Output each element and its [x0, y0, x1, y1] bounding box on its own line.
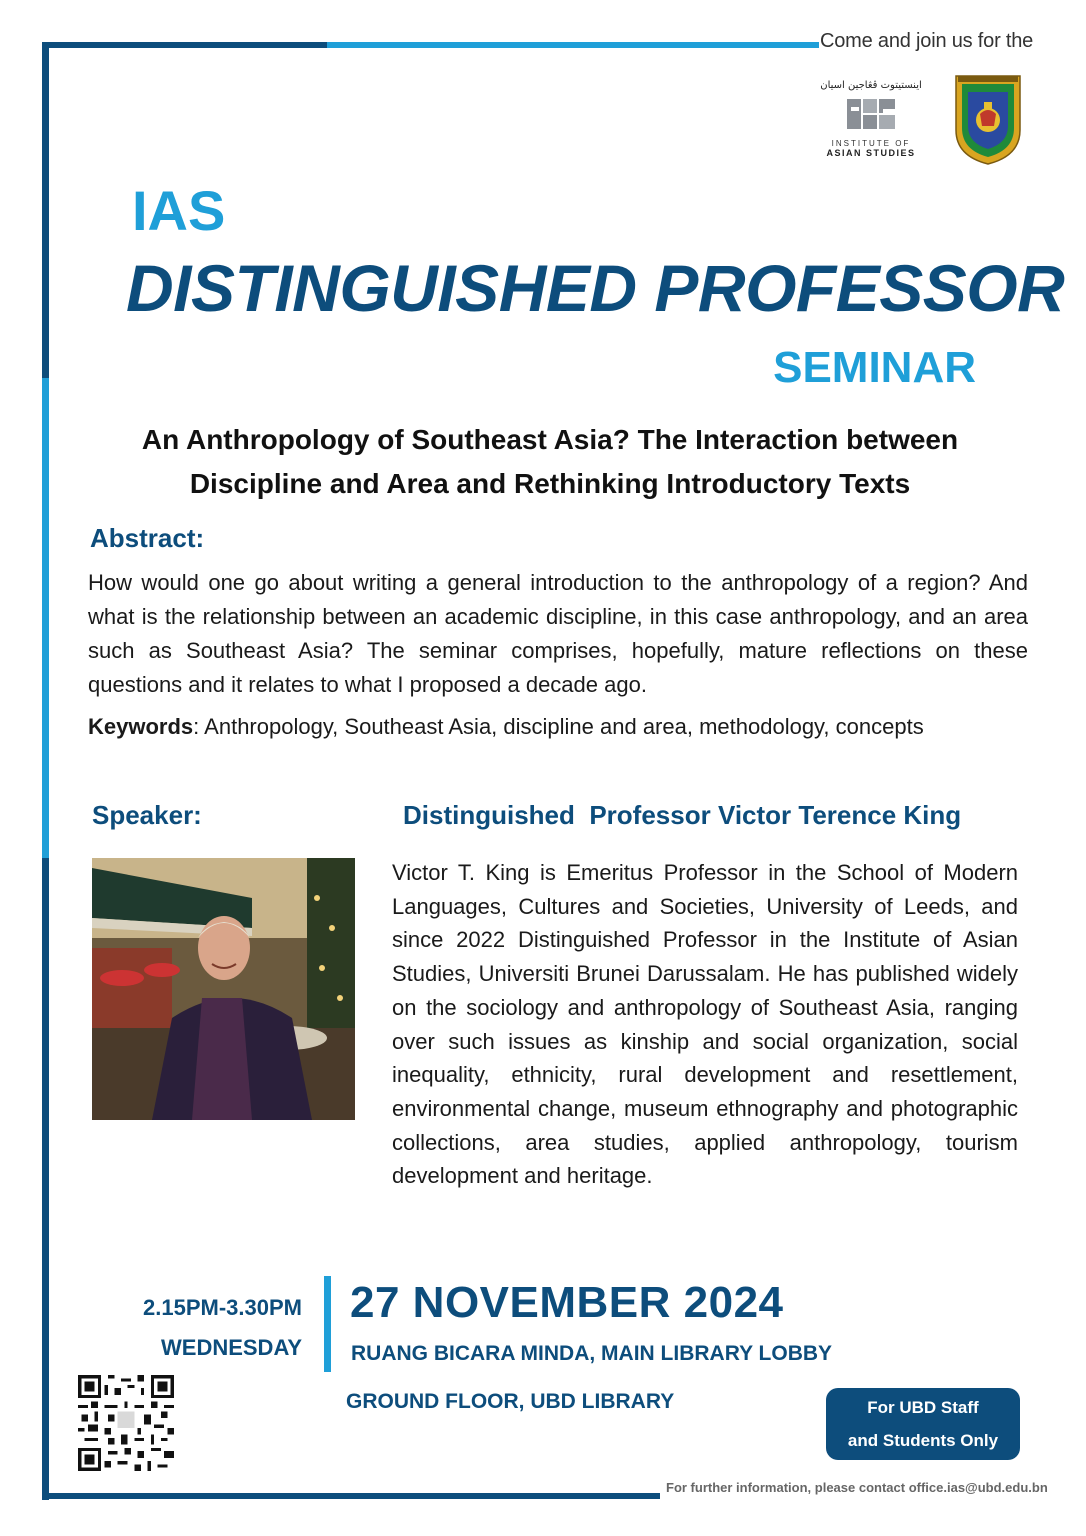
event-venue-line1: RUANG BICARA MINDA, MAIN LIBRARY LOBBY [351, 1342, 833, 1365]
event-time-block [60, 1288, 302, 1368]
qr-code[interactable] [78, 1375, 174, 1471]
speaker-name: Distinguished Professor Victor Terence King [403, 800, 962, 830]
invite-text: Come and join us for the [820, 30, 1034, 52]
ias-logo-line2: ASIAN STUDIES [826, 148, 916, 158]
frame-left-dark-line-lower [42, 858, 49, 1500]
speaker-photo [92, 858, 355, 1120]
frame-left-dark-line [42, 42, 49, 378]
keywords-text: : Anthropology, Southeast Asia, discipline and area, methodology, concepts [193, 714, 924, 739]
event-venue-line2: GROUND FLOOR, UBD LIBRARY [346, 1390, 675, 1413]
ias-logo-mark [845, 97, 897, 131]
talk-title-line1: An Anthropology of Southeast Asia? The Interaction between [141, 424, 959, 455]
keywords [88, 710, 1028, 744]
audience-badge [826, 1388, 1020, 1460]
speaker-bio: Victor T. King is Emeritus Professor in the School of Modern Languages, Cultures and Societies, University of Leeds, and since 2022 Distinguished Professor in the Institute of Asian Studies, Universiti Brunei Darussalam. He has published widely on the sociology and anthropology of Southeast Asia, ranging over such issues as kinship and social organization, social inequality, ethnicity, rural development and resettlement, environmental change, museum ethnography and photographic collections, area studies, applied anthropology, tourism development and heritage. [392, 860, 1018, 1189]
event-date: 27 NOVEMBER 2024 [350, 1278, 784, 1327]
footer-contact: For further information, please contact office.ias@ubd.edu.bn [666, 1480, 1048, 1495]
frame-bottom-line [42, 1493, 660, 1499]
ubd-crest-logo [952, 70, 1024, 166]
audience-badge-line2: and Students Only [847, 1431, 999, 1450]
event-day: WEDNESDAY [161, 1335, 302, 1360]
talk-title-line2: Discipline and Area and Rethinking Introductory Texts [189, 468, 911, 499]
audience-badge-line1: For UBD Staff [867, 1398, 979, 1417]
ias-logo-arabic: اينستيتوت ڤڠاجين اسيان [820, 80, 922, 91]
talk-title [90, 418, 1010, 506]
ias-logo [812, 80, 930, 166]
frame-top-light-line [327, 42, 819, 48]
title-distinguished-professor: DISTINGUISHED PROFESSOR [126, 251, 1065, 325]
frame-left-light-line [42, 378, 49, 858]
event-time: 2.15PM-3.30PM [143, 1295, 302, 1320]
ias-logo-line1: INSTITUTE OF [831, 139, 911, 148]
frame-top-dark-line [42, 42, 327, 48]
title-seminar: SEMINAR [773, 343, 976, 392]
abstract-text: How would one go about writing a general introduction to the anthropology of a region? And what is the relationship between an academic discipline, in this case anthropology, and an area such as Southeast Asia? The seminar comprises, hopefully, mature reflections on these questions and it relates to what I proposed a decade ago. [88, 570, 1028, 697]
title-ias: IAS [132, 179, 226, 242]
keywords-label: Keywords [88, 714, 194, 739]
abstract-heading: Abstract: [90, 523, 205, 553]
speaker-heading: Speaker: [92, 800, 202, 830]
divider-bar [324, 1276, 331, 1372]
